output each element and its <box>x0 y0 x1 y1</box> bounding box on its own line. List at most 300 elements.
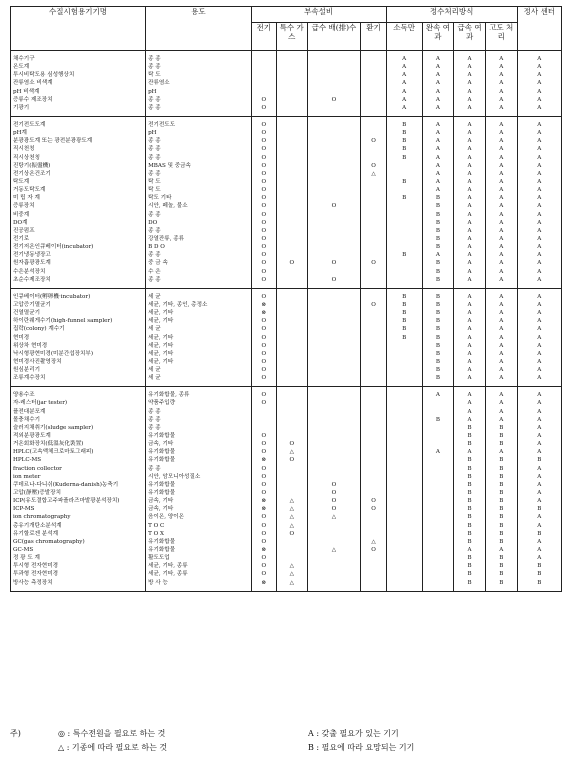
equipment-name: 현미경 <box>13 334 30 341</box>
table-cell: A <box>467 235 472 242</box>
table-cell <box>308 79 361 87</box>
table-cell: A <box>499 252 504 259</box>
table-cell <box>308 55 361 63</box>
table-cell: B <box>537 530 542 537</box>
table-cell: A <box>467 244 472 251</box>
table-cell <box>361 211 385 219</box>
table-cell: B <box>435 203 440 210</box>
table-cell <box>387 424 422 432</box>
table-cell: B <box>499 433 504 440</box>
table-cell: B <box>537 457 542 464</box>
table-cell: A <box>537 64 542 71</box>
table-cell: O <box>289 457 295 464</box>
table-cell: O <box>261 162 267 169</box>
table-cell: B <box>467 457 472 464</box>
equipment-name: 정 광 도 계 <box>13 555 40 562</box>
table-cell: A <box>537 449 542 456</box>
table-cell <box>252 424 276 432</box>
table-cell <box>308 293 361 301</box>
table-cell: B <box>499 457 504 464</box>
table-cell: 탁 도 <box>148 178 161 185</box>
table-cell <box>308 219 361 227</box>
table-cell <box>361 440 385 448</box>
table-cell: 잔류염소 <box>148 80 170 87</box>
table-cell <box>252 416 276 424</box>
table-cell <box>277 465 307 473</box>
table-cell: B <box>499 530 504 537</box>
table-cell: B <box>499 514 504 521</box>
table-cell: O <box>261 121 267 128</box>
table-cell <box>423 481 454 489</box>
table-cell: A <box>499 301 504 308</box>
table-cell: B <box>435 334 440 341</box>
table-cell <box>423 546 454 554</box>
table-cell <box>387 554 422 562</box>
table-cell: A <box>467 72 472 79</box>
table-cell: B <box>402 178 407 185</box>
table-cell: B <box>435 318 440 325</box>
table-cell: ⊗ <box>261 579 267 586</box>
table-cell <box>308 104 361 112</box>
table-cell <box>277 104 307 112</box>
table-cell <box>277 202 307 210</box>
table-cell: 종 종 <box>148 424 161 431</box>
table-cell: A <box>537 80 542 87</box>
table-cell <box>361 579 385 587</box>
table-cell: A <box>499 178 504 185</box>
table-cell <box>361 424 385 432</box>
table-cell: 세균, 기타 <box>148 334 174 341</box>
table-cell: 강열잔류, 종류 <box>148 235 185 242</box>
table-cell: B <box>402 154 407 161</box>
table-cell <box>387 465 422 473</box>
table-cell <box>308 194 361 202</box>
table-cell <box>361 219 385 227</box>
table-cell <box>423 505 454 513</box>
equipment-name: 원자흡광광도계 <box>13 260 51 267</box>
table-cell: O <box>261 465 267 472</box>
table-cell: B <box>402 293 407 300</box>
equipment-name: 미 립 자 계 <box>13 195 40 202</box>
table-cell: O <box>371 498 376 505</box>
table-cell: 유기화합물, 종류 <box>148 392 190 399</box>
table-cell <box>308 538 361 546</box>
table-cell: A <box>499 56 504 62</box>
table-cell: DO <box>148 219 158 226</box>
table-cell: A <box>467 227 472 234</box>
column-disinfection <box>386 288 422 387</box>
table-cell <box>308 88 361 96</box>
table-cell: A <box>537 350 542 357</box>
table-cell <box>308 530 361 538</box>
table-cell: 탁 도 <box>148 72 161 79</box>
table-cell: B <box>499 555 504 562</box>
table-cell: A <box>499 326 504 333</box>
table-cell: B <box>467 441 472 448</box>
table-cell: O <box>261 227 267 234</box>
table-cell: A <box>467 293 472 300</box>
table-cell <box>277 489 307 497</box>
column-disinfection <box>386 387 422 591</box>
equipment-name: 초순수제조장치 <box>13 276 51 283</box>
table-cell <box>277 145 307 153</box>
table-cell: A <box>537 268 542 275</box>
table-cell: B <box>435 268 440 275</box>
table-cell <box>361 251 385 259</box>
table-cell: B <box>467 538 472 545</box>
equipment-name: HPLC(고속액체크로마토그래피) <box>13 449 94 456</box>
table-cell: A <box>499 121 504 128</box>
table-cell: A <box>467 301 472 308</box>
table-cell <box>387 530 422 538</box>
table-cell: 종 종 <box>148 211 161 218</box>
table-cell: 중 금 속 <box>148 260 168 267</box>
table-cell <box>387 211 422 219</box>
table-cell: 금속, 기타 <box>148 498 174 505</box>
table-cell <box>277 416 307 424</box>
table-cell: B <box>435 342 440 349</box>
equipment-name: 전기전도도계 <box>13 121 46 128</box>
table-cell <box>387 276 422 284</box>
equipment-name: 슬러지채취기(sludge sampler) <box>13 424 94 431</box>
table-cell: A <box>537 203 542 210</box>
table-cell: B <box>435 195 440 202</box>
table-cell: A <box>499 104 504 111</box>
table-cell <box>308 432 361 440</box>
table-cell: △ <box>289 522 294 529</box>
table-cell: pH <box>148 88 157 95</box>
table-cell: A <box>467 276 472 283</box>
table-cell <box>423 570 454 578</box>
equipment-name: 탁도계 <box>13 178 30 185</box>
table-cell: A <box>499 310 504 317</box>
table-cell <box>277 366 307 374</box>
equipment-name: 잔류염소 비색계 <box>13 80 53 87</box>
table-cell <box>308 408 361 416</box>
table-cell: 유기화합물 <box>148 449 176 456</box>
column-ventilation <box>361 387 386 591</box>
column-advanced-treatment <box>485 51 517 117</box>
table-cell: A <box>435 154 440 161</box>
table-cell: B <box>499 579 504 586</box>
column-water-supply <box>307 288 361 387</box>
header-disinfection-only: 소독만 <box>386 23 422 51</box>
column-disinfection <box>386 51 422 117</box>
table-cell: B <box>435 219 440 226</box>
table-cell: A <box>499 449 504 456</box>
table-cell <box>277 219 307 227</box>
table-cell: ⊗ <box>261 301 267 308</box>
table-cell: A <box>435 146 440 153</box>
table-cell <box>361 448 385 456</box>
table-cell <box>361 79 385 87</box>
table-cell: O <box>371 260 376 267</box>
table-cell: B <box>435 227 440 234</box>
table-cell: MBAS 및 중금속 <box>148 162 191 169</box>
table-cell: O <box>261 318 267 325</box>
table-cell: △ <box>289 506 294 513</box>
table-cell: 수 은 <box>148 268 161 275</box>
table-cell: O <box>261 130 267 137</box>
table-cell: A <box>537 130 542 137</box>
table-cell: A <box>499 375 504 382</box>
table-cell: B <box>402 138 407 145</box>
table-cell <box>308 325 361 333</box>
table-cell: ⊗ <box>261 547 267 554</box>
table-cell: 시안, 암모니아성질소 <box>148 473 201 480</box>
table-cell <box>423 399 454 407</box>
table-cell <box>277 121 307 129</box>
equipment-name: 고압(靜壓)증발장치 <box>13 490 61 497</box>
table-cell <box>308 137 361 145</box>
table-cell: A <box>467 80 472 87</box>
table-cell <box>252 55 276 63</box>
table-cell: △ <box>371 538 376 545</box>
table-cell: A <box>499 392 504 399</box>
table-cell <box>387 235 422 243</box>
header-name: 수질시험용기기명 <box>11 7 146 51</box>
equipment-name: 전기냉동냉장고 <box>13 252 51 259</box>
table-cell: A <box>537 154 542 161</box>
table-cell <box>387 473 422 481</box>
table-cell: A <box>435 392 440 399</box>
table-cell: A <box>499 408 504 415</box>
table-cell: A <box>467 170 472 177</box>
table-cell: 세균, 기타, 종류 <box>148 563 188 570</box>
table-cell <box>387 448 422 456</box>
table-cell: O <box>261 219 267 226</box>
table-cell: 금속, 기타 <box>148 441 174 448</box>
equipment-name: fraction collector <box>13 465 62 472</box>
table-cell <box>423 522 454 530</box>
table-cell: A <box>499 358 504 365</box>
equipment-table <box>10 6 562 592</box>
table-cell <box>308 121 361 129</box>
table-cell <box>423 473 454 481</box>
table-cell: O <box>371 162 376 169</box>
table-cell: B <box>402 130 407 137</box>
table-cell <box>387 513 422 521</box>
table-cell <box>308 440 361 448</box>
table-cell: B <box>499 481 504 488</box>
table-cell <box>277 309 307 317</box>
table-cell: A <box>537 170 542 177</box>
header-rapid-filtration: 급속 여과 <box>454 23 486 51</box>
table-cell: A <box>537 219 542 226</box>
table-cell: A <box>537 293 542 300</box>
table-cell <box>361 121 385 129</box>
table-cell <box>277 235 307 243</box>
table-cell <box>387 366 422 374</box>
table-cell <box>277 186 307 194</box>
table-cell: A <box>499 64 504 71</box>
table-cell <box>361 465 385 473</box>
equipment-name: 현미경사진촬영장치 <box>13 358 62 365</box>
table-cell <box>361 334 385 342</box>
table-cell: 종 종 <box>148 154 161 161</box>
table-cell: O <box>289 260 295 267</box>
table-cell: A <box>537 522 542 529</box>
table-cell: B <box>499 465 504 472</box>
table-cell: A <box>537 88 542 95</box>
column-electric <box>251 288 276 387</box>
table-cell <box>277 481 307 489</box>
table-cell: A <box>435 96 440 103</box>
table-cell: 종 종 <box>148 96 161 103</box>
table-cell <box>308 562 361 570</box>
table-cell: 종 종 <box>148 104 161 111</box>
equipment-name: 인큐베이터(孵卵機·incubator) <box>13 293 91 300</box>
table-cell <box>361 71 385 79</box>
column-slow-filtration <box>422 288 454 387</box>
table-cell: A <box>435 80 440 87</box>
table-cell: B <box>467 522 472 529</box>
table-cell <box>387 432 422 440</box>
table-cell: A <box>499 211 504 218</box>
table-cell: 탁도 기타 <box>148 195 172 202</box>
table-cell <box>361 194 385 202</box>
table-cell: O <box>261 473 267 480</box>
table-cell: A <box>537 342 542 349</box>
column-slow-filtration <box>422 116 454 288</box>
table-cell: A <box>467 416 472 423</box>
table-cell: A <box>467 162 472 169</box>
equipment-name: 투과형 전자현미경 <box>13 571 59 578</box>
equipment-name: pH계 <box>13 130 27 137</box>
table-cell: O <box>261 326 267 333</box>
table-cell: A <box>402 72 407 79</box>
table-cell <box>308 129 361 137</box>
equipment-name: 방사능 측정장치 <box>13 579 53 586</box>
table-cell: A <box>537 121 542 128</box>
table-cell <box>308 251 361 259</box>
table-cell <box>361 202 385 210</box>
table-cell: △ <box>331 547 337 554</box>
table-cell: O <box>289 441 295 448</box>
equipment-name: 조류계수장치 <box>13 375 46 382</box>
table-cell <box>277 546 307 554</box>
table-cell: A <box>499 227 504 234</box>
table-cell: O <box>261 441 267 448</box>
table-cell: B <box>467 530 472 537</box>
table-cell: A <box>467 88 472 95</box>
table-cell: ⊗ <box>261 457 267 464</box>
table-cell <box>277 538 307 546</box>
equipment-name: 투시형 전자현미경 <box>13 563 59 570</box>
table-cell: O <box>261 490 267 497</box>
table-cell <box>361 374 385 382</box>
table-cell: A <box>499 367 504 374</box>
table-cell: A <box>499 260 504 267</box>
table-cell: A <box>467 260 472 267</box>
table-cell: B <box>537 579 542 586</box>
table-cell: O <box>331 276 337 283</box>
table-cell <box>308 374 361 382</box>
column-use <box>146 51 252 117</box>
table-cell <box>387 227 422 235</box>
table-cell: T O X <box>148 530 164 537</box>
table-cell <box>277 276 307 284</box>
table-cell: B <box>537 506 542 513</box>
table-cell: 유기화합물 <box>148 481 176 488</box>
table-cell <box>361 88 385 96</box>
table-cell: A <box>537 211 542 218</box>
column-special-gas <box>276 288 307 387</box>
table-cell: 세균, 기타, 종인, 총정소 <box>148 301 208 308</box>
equipment-name: 투시비탁도용 심성행상치 <box>13 72 75 79</box>
table-cell: B <box>467 465 472 472</box>
table-cell <box>277 432 307 440</box>
note-optional: B : 필요에 따라 요망되는 기기 <box>308 743 415 752</box>
table-cell: 약품주입량 <box>148 400 176 407</box>
table-cell: B <box>402 146 407 153</box>
table-cell: A <box>467 367 472 374</box>
table-cell: A <box>499 88 504 95</box>
equipment-name: ICP-MS <box>13 506 35 513</box>
table-cell: A <box>435 138 440 145</box>
table-cell: A <box>537 473 542 480</box>
table-section <box>11 288 562 387</box>
table-cell: 유기화합물 <box>148 490 176 497</box>
table-cell <box>423 456 454 464</box>
table-cell: B <box>435 235 440 242</box>
table-cell: B <box>499 563 504 570</box>
table-cell <box>387 170 422 178</box>
table-cell: A <box>467 56 472 62</box>
table-cell <box>387 259 422 267</box>
table-cell: A <box>467 449 472 456</box>
table-cell <box>308 227 361 235</box>
table-cell <box>387 456 422 464</box>
table-cell: O <box>261 555 267 562</box>
table-cell: O <box>261 260 267 267</box>
table-cell <box>308 317 361 325</box>
table-cell: O <box>331 260 337 267</box>
table-cell: A <box>467 178 472 185</box>
table-cell <box>308 170 361 178</box>
table-cell: A <box>499 293 504 300</box>
table-cell: 유기화합물 <box>148 547 176 554</box>
table-cell <box>277 137 307 145</box>
table-cell: B <box>435 358 440 365</box>
table-cell: O <box>261 375 267 382</box>
table-cell <box>361 489 385 497</box>
table-cell: A <box>435 121 440 128</box>
table-cell: B D O <box>148 244 165 251</box>
header-water-supply: 급수 배(排)수 <box>307 23 361 51</box>
equipment-name: 채수기구 <box>13 56 35 62</box>
notes-label: 주) <box>10 729 21 738</box>
equipment-name: GC-MS <box>13 547 34 554</box>
table-cell: O <box>261 252 267 259</box>
table-cell <box>423 562 454 570</box>
table-cell: A <box>467 211 472 218</box>
column-rapid-filtration <box>454 51 486 117</box>
table-cell: A <box>537 318 542 325</box>
table-cell <box>423 424 454 432</box>
table-cell: 세 균 <box>148 367 161 374</box>
table-cell <box>277 71 307 79</box>
equipment-name: 기광기 <box>13 104 30 111</box>
table-cell: A <box>435 130 440 137</box>
table-cell: 전기전도도 <box>148 121 176 128</box>
table-cell: A <box>435 187 440 194</box>
column-ventilation <box>361 288 386 387</box>
table-cell: A <box>537 375 542 382</box>
table-cell: ⊗ <box>261 310 267 317</box>
table-cell: A <box>435 252 440 259</box>
table-cell <box>277 88 307 96</box>
